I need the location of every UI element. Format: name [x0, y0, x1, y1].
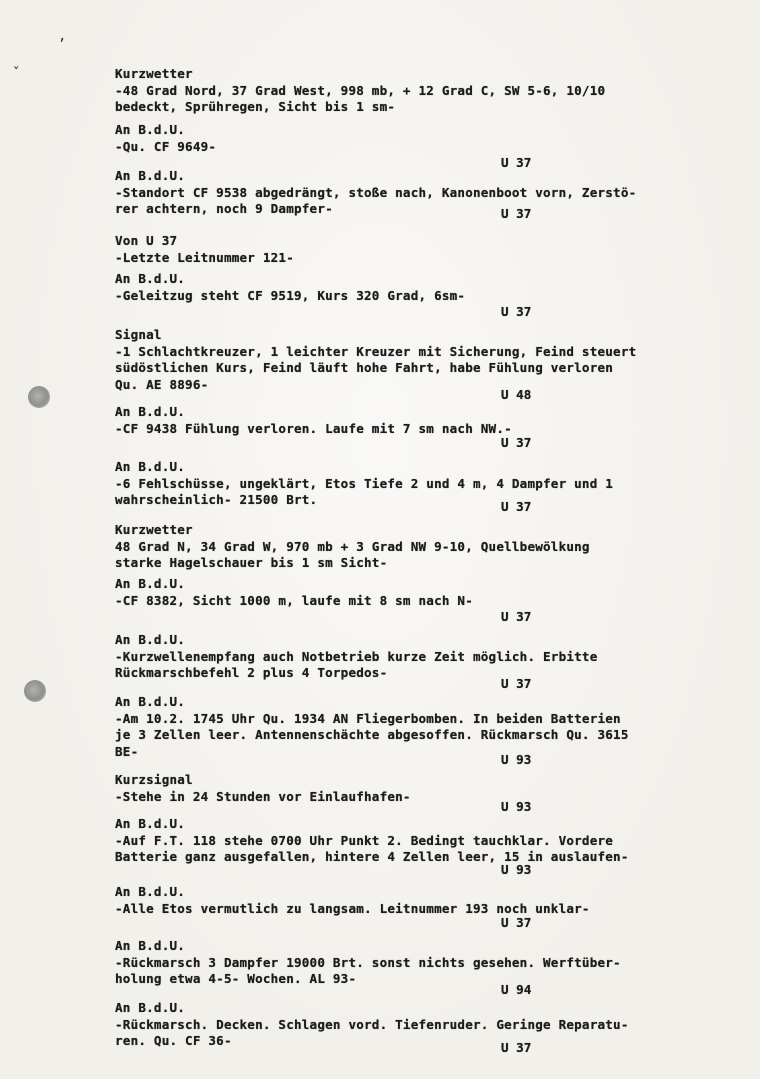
message-signature: U 93 — [501, 861, 532, 877]
stray-mark: , — [58, 28, 67, 44]
message-line: -Auf F.T. 118 stehe 0700 Uhr Punkt 2. Bedingt tauchklar. Vordere — [115, 832, 614, 848]
message-heading: An B.d.U. — [115, 576, 186, 591]
message-block — [115, 233, 755, 266]
message-line: starke Hagelschauer bis 1 sm Sicht- — [115, 555, 388, 570]
message-block — [115, 327, 755, 403]
message-line: Rückmarschbefehl 2 plus 4 Torpedos- — [115, 665, 388, 680]
message-heading: An B.d.U. — [115, 632, 186, 647]
message-heading: Signal — [115, 327, 162, 342]
message-heading: An B.d.U. — [115, 122, 186, 137]
message-line: ren. Qu. CF 36- — [115, 1033, 232, 1048]
message-heading: Kurzwetter — [115, 522, 193, 537]
message-signature: U 37 — [501, 1039, 532, 1055]
message-block — [115, 404, 755, 451]
message-signature: U 93 — [501, 752, 532, 767]
message-line: wahrscheinlich- 21500 Brt. — [115, 492, 318, 507]
message-block — [115, 168, 755, 222]
message-signature: U 37 — [501, 609, 532, 624]
message-line: -Standort CF 9538 abgedrängt, stoße nach, Kanonenboot vorn, Zerstö- — [115, 184, 637, 200]
message-block — [115, 884, 755, 931]
message-heading: Kurzwetter — [115, 66, 193, 81]
message-heading: An B.d.U. — [115, 459, 186, 474]
message-heading: An B.d.U. — [115, 884, 186, 899]
message-block — [115, 271, 755, 320]
message-line: rer achtern, noch 9 Dampfer- — [115, 201, 333, 216]
message-line: holung etwa 4-5- Wochen. AL 93- — [115, 971, 357, 986]
message-line: BE- — [115, 743, 139, 759]
message-block — [115, 938, 755, 998]
message-line: südöstlichen Kurs, Feind läuft hohe Fahrt, habe Fühlung verloren — [115, 360, 614, 375]
message-block — [115, 694, 755, 768]
message-heading: An B.d.U. — [115, 694, 186, 709]
message-signature: U 37 — [501, 155, 532, 170]
message-signature: U 37 — [501, 435, 532, 450]
message-block — [115, 122, 755, 171]
message-signature: U 37 — [501, 915, 532, 930]
message-signature: U 94 — [501, 981, 532, 997]
message-block — [115, 459, 755, 515]
message-block — [115, 816, 755, 878]
message-heading: An B.d.U. — [115, 168, 186, 183]
message-signature: U 37 — [501, 498, 532, 514]
message-line: -CF 8382, Sicht 1000 m, laufe mit 8 sm nach N- — [115, 592, 473, 608]
message-line: -Qu. CF 9649- — [115, 138, 217, 154]
message-block — [115, 576, 755, 625]
message-signature: U 37 — [501, 304, 532, 319]
message-line: 48 Grad N, 34 Grad W, 970 mb + 3 Grad NW 9-10, Quellbewölkung — [115, 538, 590, 554]
message-block — [115, 632, 755, 692]
message-block — [115, 522, 755, 572]
message-signature: U 37 — [501, 205, 532, 221]
message-signature: U 93 — [501, 799, 532, 814]
message-line: -Geleitzug steht CF 9519, Kurs 320 Grad, 6sm- — [115, 287, 466, 303]
message-line: -Kurzwellenempfang auch Notbetrieb kurze Zeit möglich. Erbitte — [115, 648, 598, 664]
message-line: -1 Schlachtkreuzer, 1 leichter Kreuzer mit Sicherung, Feind steuert — [115, 343, 637, 359]
punch-hole-upper — [28, 386, 50, 408]
message-signature: U 37 — [501, 675, 532, 691]
stray-mark: ˇ — [12, 66, 21, 82]
message-heading: An B.d.U. — [115, 404, 186, 419]
message-block — [115, 772, 755, 815]
message-line: -Stehe in 24 Stunden vor Einlaufhafen- — [115, 788, 411, 804]
message-heading: An B.d.U. — [115, 816, 186, 831]
punch-hole-lower — [24, 680, 46, 702]
message-line: -Alle Etos vermutlich zu langsam. Leitnummer 193 noch unklar- — [115, 900, 590, 916]
message-block — [115, 66, 755, 116]
message-line: -Rückmarsch. Decken. Schlagen vord. Tiefenruder. Geringe Reparatu- — [115, 1016, 629, 1032]
message-line: -6 Fehlschüsse, ungeklärt, Etos Tiefe 2 und 4 m, 4 Dampfer und 1 — [115, 475, 614, 491]
message-line: -48 Grad Nord, 37 Grad West, 998 mb, + 12 Grad C, SW 5-6, 10/10 — [115, 82, 606, 98]
message-line: Batterie ganz ausgefallen, hintere 4 Zellen leer, 15 in auslaufen- — [115, 849, 629, 864]
message-line: -Am 10.2. 1745 Uhr Qu. 1934 AN Fliegerbomben. In beiden Batterien — [115, 710, 621, 726]
message-line: -CF 9438 Fühlung verloren. Laufe mit 7 sm nach NW.- — [115, 420, 512, 436]
message-block — [115, 1000, 755, 1056]
message-heading: An B.d.U. — [115, 271, 186, 286]
message-line: je 3 Zellen leer. Antennenschächte abgesoffen. Rückmarsch Qu. 3615 — [115, 727, 629, 742]
message-heading: An B.d.U. — [115, 1000, 186, 1015]
message-heading: Von U 37 — [115, 233, 178, 248]
message-line: -Rückmarsch 3 Dampfer 19000 Brt. sonst nichts gesehen. Werftüber- — [115, 954, 621, 970]
message-line: bedeckt, Sprühregen, Sicht bis 1 sm- — [115, 99, 396, 114]
message-line: -Letzte Leitnummer 121- — [115, 249, 294, 265]
message-line: Qu. AE 8896- — [115, 376, 209, 392]
message-signature: U 48 — [501, 387, 532, 402]
message-heading: An B.d.U. — [115, 938, 186, 953]
message-heading: Kurzsignal — [115, 772, 193, 787]
